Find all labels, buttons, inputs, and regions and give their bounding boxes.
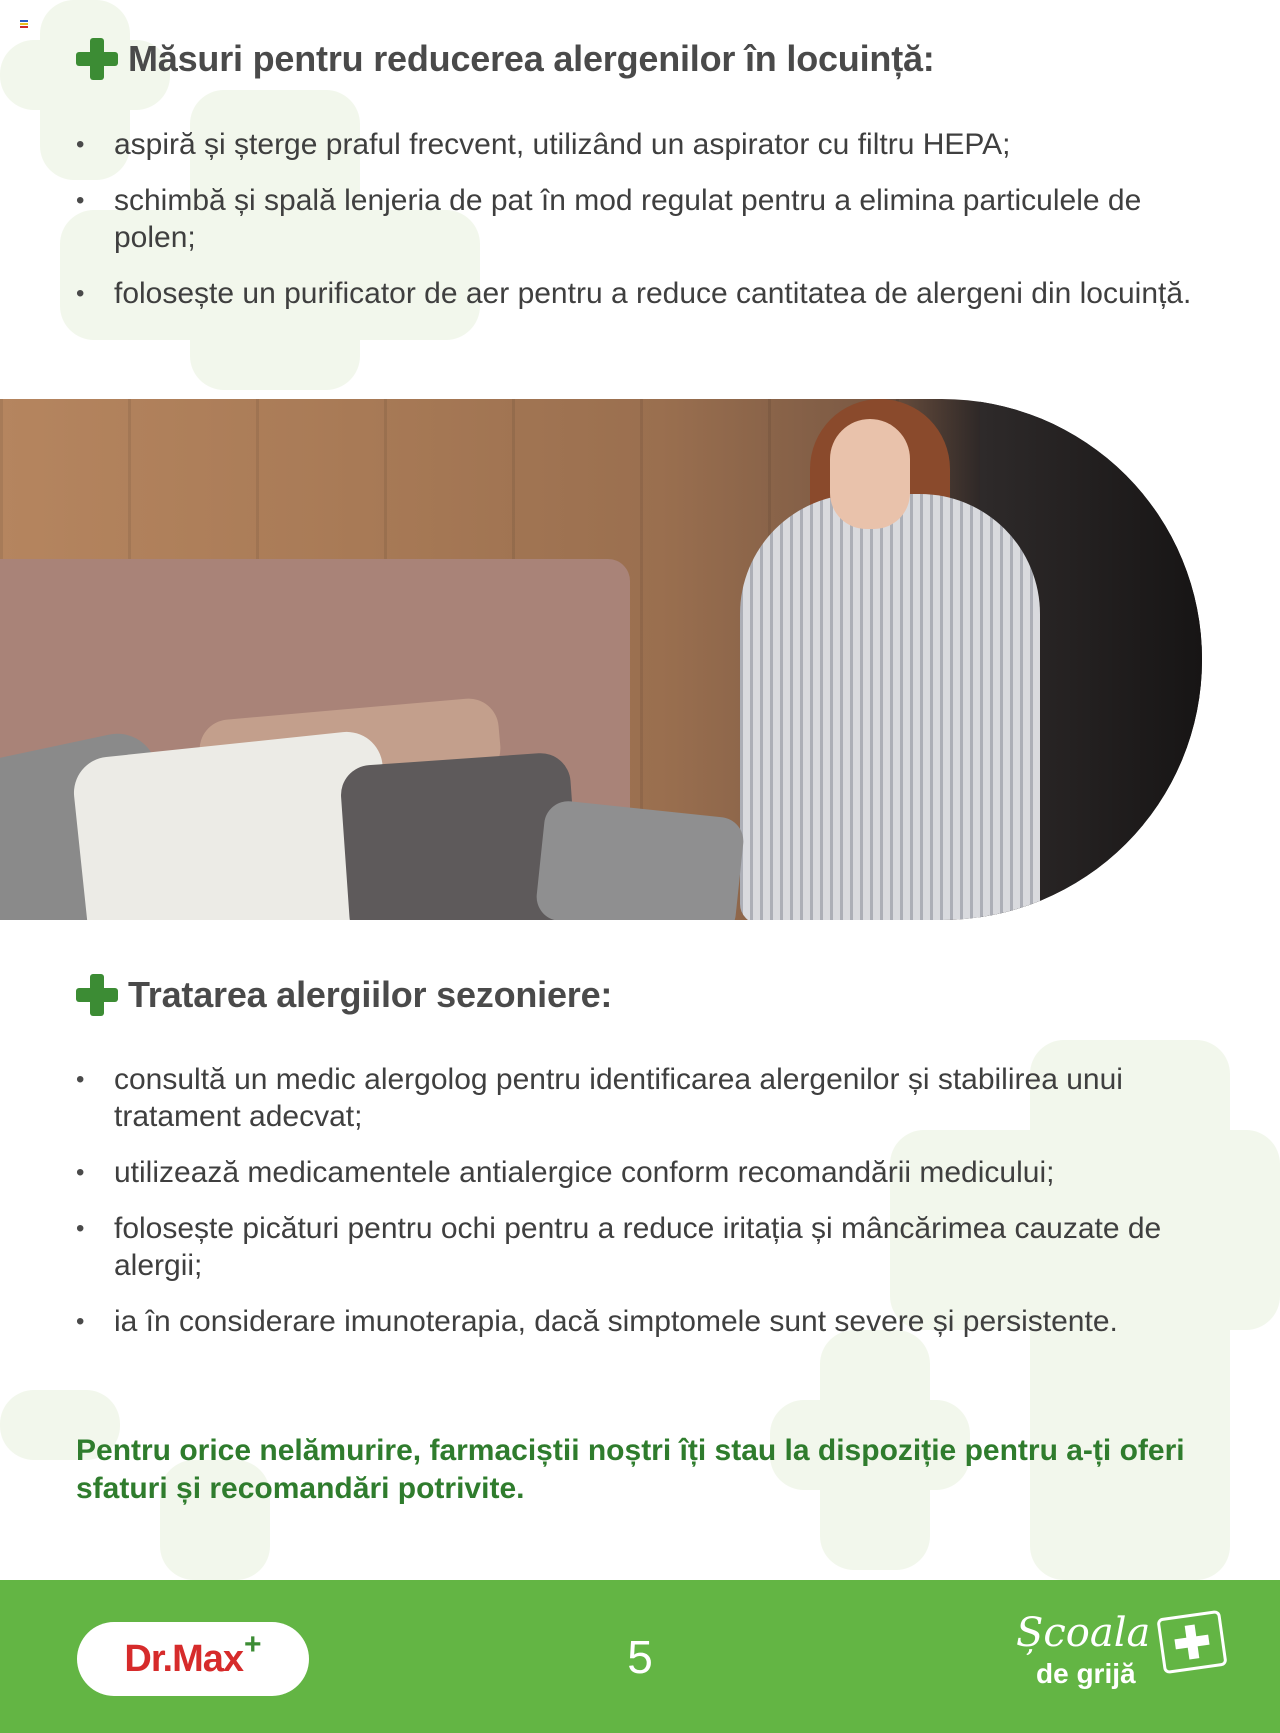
bedroom-photo — [0, 399, 1202, 920]
page-number: 5 — [627, 1631, 653, 1683]
brand-title: Școala — [1016, 1610, 1151, 1656]
logo-plus-icon: + — [244, 1628, 262, 1661]
list-item: • folosește un purificator de aer pentru a reduce cantitatea de alergeni din locuință. — [76, 275, 1216, 312]
allergen-reduction-list — [76, 126, 1216, 331]
closing-note: Pentru orice nelămurire, farmaciștii noștri îți stau la dispoziție pentru a-ți oferi sfaturi și recomandări potrivite. — [76, 1434, 1185, 1505]
plus-icon — [76, 38, 118, 80]
section-heading-seasonal-allergies — [76, 974, 612, 1016]
list-item: • aspiră și șterge praful frecvent, utilizând un aspirator cu filtru HEPA; — [76, 126, 1216, 163]
logo-text: Dr.Max — [124, 1637, 244, 1680]
list-item: • utilizează medicamentele antialergice conform recomandării medicului; — [76, 1154, 1216, 1191]
plus-card-icon — [1156, 1610, 1227, 1674]
list-item: • schimbă și spală lenjeria de pat în mod regulat pentru a elimina particulele de polen; — [76, 182, 1216, 256]
plus-icon — [76, 974, 118, 1016]
flag-icon — [20, 20, 28, 28]
list-item: • folosește picături pentru ochi pentru a reduce iritația și mâncărimea cauzate de alergii; — [76, 1210, 1216, 1284]
list-item: • consultă un medic alergolog pentru identificarea alergenilor și stabilirea unui tratament adecvat; — [76, 1061, 1216, 1135]
section-title: Măsuri pentru reducerea alergenilor în locuință: — [128, 38, 935, 79]
seasonal-allergies-list — [76, 1061, 1216, 1359]
list-item: • ia în considerare imunoterapia, dacă simptomele sunt severe și persistente. — [76, 1303, 1216, 1340]
section-title: Tratarea alergiilor sezoniere: — [128, 974, 613, 1015]
footer-bar — [0, 1580, 1280, 1733]
section-heading-allergen-reduction — [76, 38, 935, 80]
drmax-logo — [77, 1622, 309, 1696]
brand-subtitle: de grijă — [1036, 1658, 1136, 1689]
scoala-de-grija-logo — [1010, 1610, 1240, 1710]
